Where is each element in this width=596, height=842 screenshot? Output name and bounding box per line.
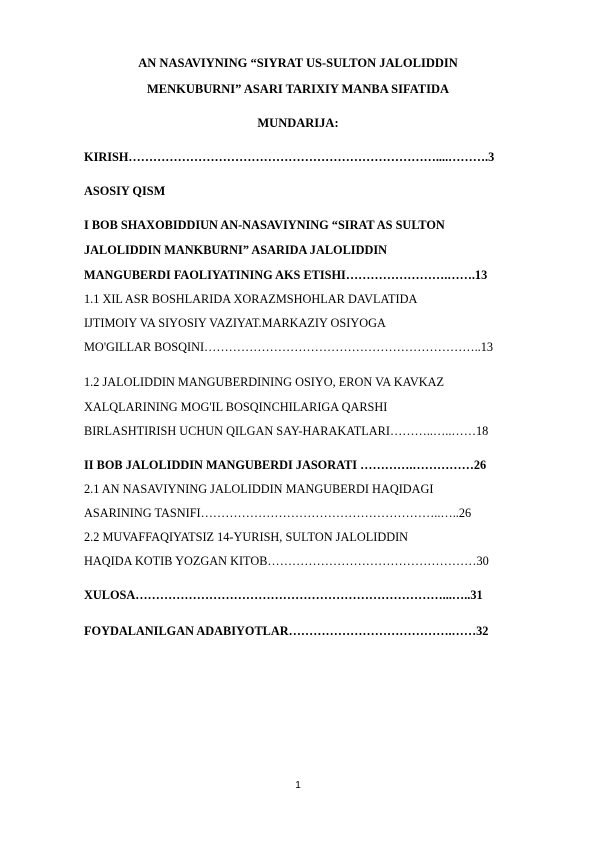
- toc-entry-section-2-1[interactable]: ASARINING TASNIFI…………………………………………………..…..26: [84, 506, 472, 520]
- toc-entry-chapter-1[interactable]: I BOB SHAXOBIDDIUN AN-NASAVIYNING “SIRAT AS SULTON: [84, 218, 445, 232]
- toc-entry-section-2-2[interactable]: HAQIDA KOTIB YOZGAN KITOB……………………………………………30: [84, 554, 489, 568]
- toc-entry-section-1-1[interactable]: MO'GILLAR BOSQINI…………………………………………………………..13: [84, 340, 494, 354]
- page-number: 1: [295, 780, 301, 791]
- toc-entry-main-part: ASOSIY QISM: [84, 184, 166, 198]
- toc-entry-section-2-2[interactable]: 2.2 MUVAFFAQIYATSIZ 14-YURISH, SULTON JALOLIDDIN: [84, 530, 409, 544]
- toc-entry-section-1-2[interactable]: 1.2 JALOLIDDIN MANGUBERDINING OSIYO, ERON VA KAVKAZ: [84, 375, 445, 389]
- contents-heading: MUNDARIJA:: [257, 116, 339, 130]
- toc-entry-chapter-2[interactable]: II BOB JALOLIDDIN MANGUBERDI JASORATI ………….……………26: [84, 458, 487, 472]
- toc-entry-references[interactable]: FOYDALANILGAN ADABIYOTLAR………………………………….……32: [84, 624, 489, 638]
- toc-entry-section-1-1[interactable]: IJTIMOIY VA SIYOSIY VAZIYAT.MARKAZIY OSIYOGA: [84, 316, 386, 330]
- toc-entry-section-1-2[interactable]: XALQLARINING MOG'IL BOSQINCHILARIGA QARSHI: [84, 400, 388, 414]
- toc-entry-introduction[interactable]: KIRISH…………………………………………………………………....……….3: [84, 150, 495, 164]
- toc-entry-chapter-1[interactable]: JALOLIDDIN MANKBURNI” ASARIDA JALOLIDDIN: [84, 243, 388, 257]
- title-line-1: AN NASAVIYNING “SIYRAT US-SULTON JALOLIDDIN: [138, 56, 458, 70]
- title-line-2: MENKUBURNI” ASARI TARIXIY MANBA SIFATIDA: [146, 82, 450, 96]
- toc-entry-chapter-1[interactable]: MANGUBERDI FAOLIYATINING AKS ETISHI…………………….…….13: [84, 268, 488, 282]
- toc-entry-section-1-2[interactable]: BIRLASHTIRISH UCHUN QILGAN SAY-HARAKATLARI………..…..……18: [84, 424, 489, 438]
- toc-entry-conclusion[interactable]: XULOSA…………………………………………………………………...…..31: [84, 588, 483, 602]
- toc-entry-section-1-1[interactable]: 1.1 XIL ASR BOSHLARIDA XORAZMSHOHLAR DAVLATIDA: [84, 292, 418, 306]
- toc-entry-section-2-1[interactable]: 2.1 AN NASAVIYNING JALOLIDDIN MANGUBERDI HAQIDAGI: [84, 482, 434, 496]
